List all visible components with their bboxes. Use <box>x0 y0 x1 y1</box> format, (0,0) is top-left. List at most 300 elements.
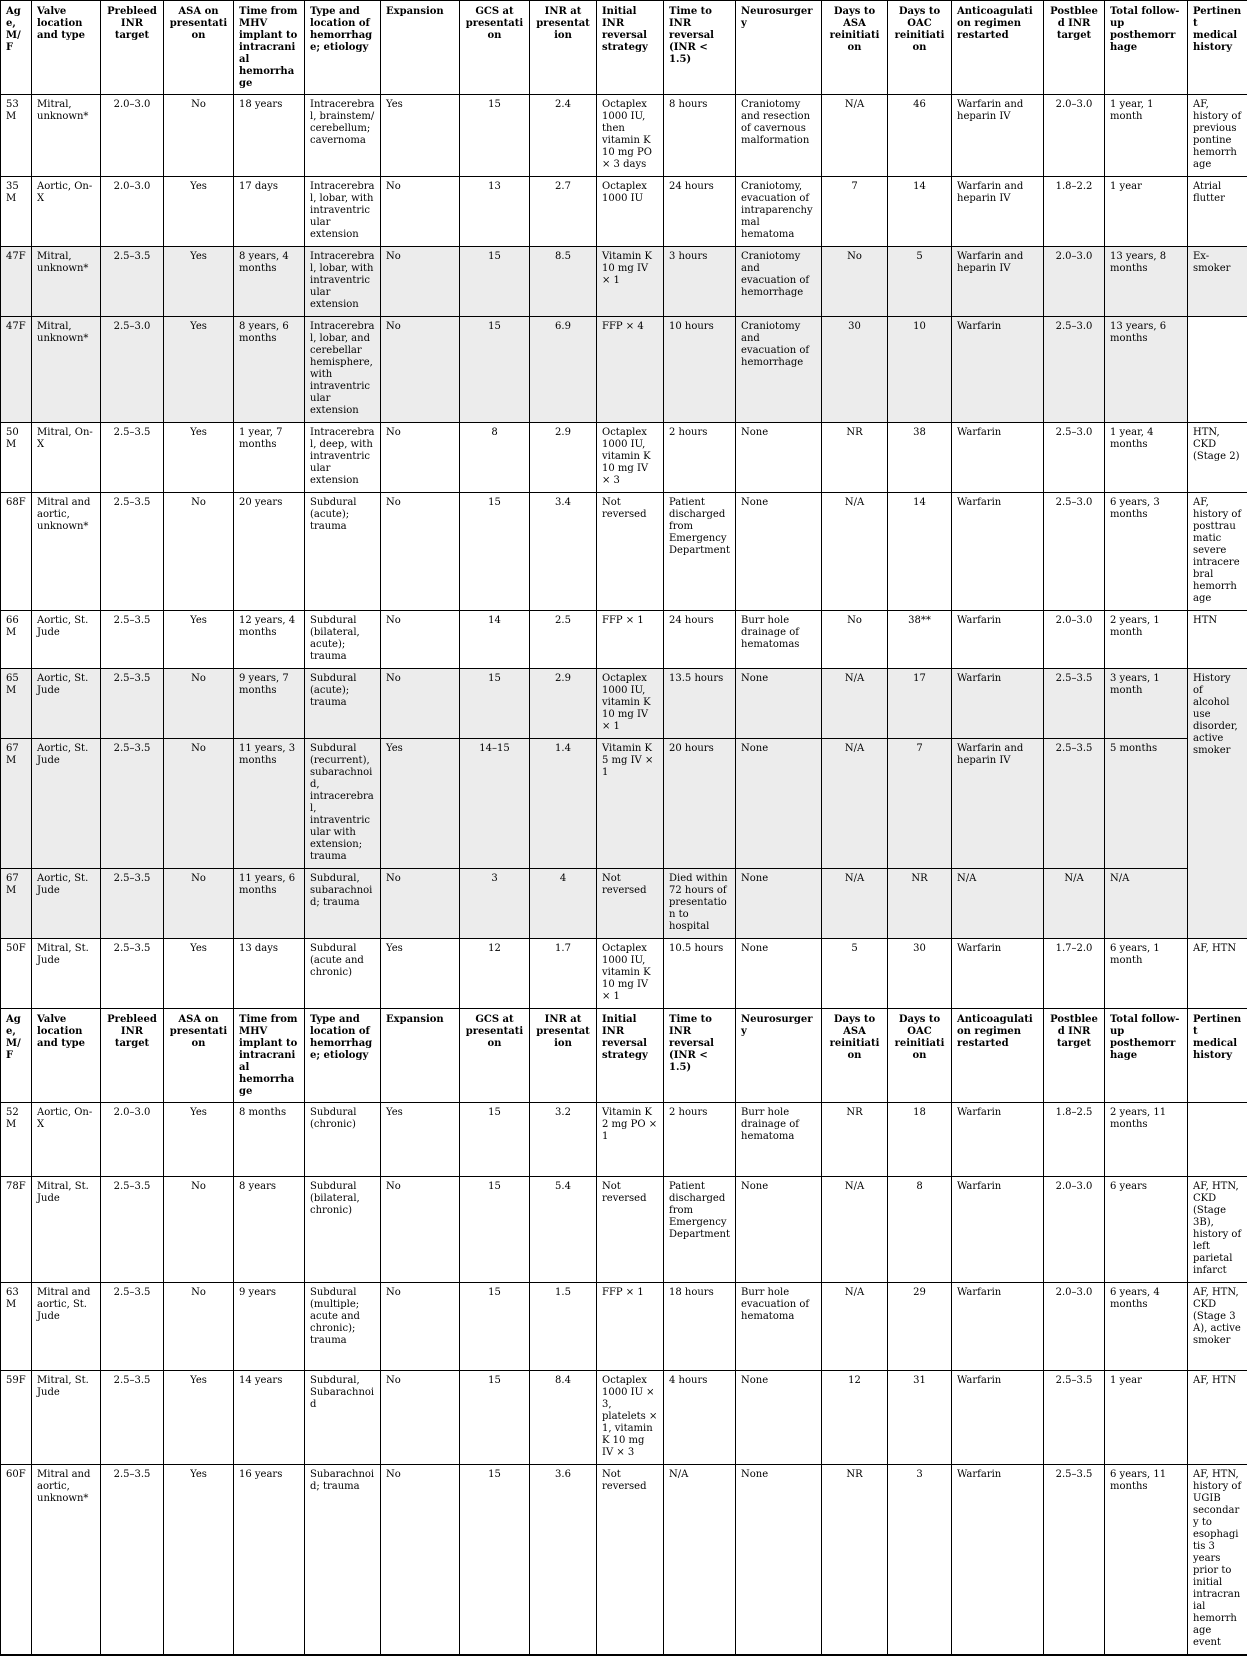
cell-time-reversal: Died within 72 hours of presentation to hospital <box>664 869 736 939</box>
cell-gcs: 12 <box>460 939 530 1009</box>
cell-follow-up: 13 years, 8 months <box>1105 247 1188 317</box>
cell-hemorrhage-type: Subdural, subarachnoid; trauma <box>305 869 381 939</box>
cell-time-reversal: Patient discharged from Emergency Department <box>664 1177 736 1283</box>
cell-days-oac: 18 <box>888 1103 952 1177</box>
cell-asa: Yes <box>164 247 234 317</box>
cell-history: AF, HTN, CKD (Stage 3 A), active smoker <box>1188 1283 1247 1371</box>
cell-days-oac: 8 <box>888 1177 952 1283</box>
cell-valve: Aortic, St. Jude <box>32 869 101 939</box>
cell-days-oac: 31 <box>888 1371 952 1465</box>
cell-time-implant: 9 years <box>234 1283 305 1371</box>
cell-valve: Aortic, St. Jude <box>32 739 101 869</box>
cell-regimen: Warfarin and heparin IV <box>952 247 1044 317</box>
cell-postbleed-inr: 1.8–2.2 <box>1044 177 1105 247</box>
cell-inr: 3.4 <box>530 493 597 611</box>
cell-expansion: No <box>381 869 460 939</box>
cell-follow-up: 1 year <box>1105 1371 1188 1465</box>
cell-days-asa: N/A <box>822 739 888 869</box>
column-header-gcs: GCS at presentation <box>460 1009 530 1103</box>
table-row <box>1 1465 1247 1656</box>
cell-history: AF, HTN <box>1188 939 1247 1009</box>
cell-prebleed-inr: 2.5–3.5 <box>101 739 164 869</box>
cell-valve: Aortic, On-X <box>32 177 101 247</box>
cell-age-sex: 53M <box>1 95 32 177</box>
column-header-prebleed-inr: Prebleed INR target <box>101 1 164 95</box>
cell-days-asa: No <box>822 247 888 317</box>
cell-postbleed-inr: 2.0–3.0 <box>1044 95 1105 177</box>
cell-regimen: Warfarin <box>952 1177 1044 1283</box>
cell-gcs: 15 <box>460 1465 530 1656</box>
column-header-time-reversal: Time to INR reversal (INR < 1.5) <box>664 1 736 95</box>
cell-inr: 2.9 <box>530 669 597 739</box>
column-header-time-implant: Time from MHV implant to intracranial hemorrhage <box>234 1009 305 1103</box>
cell-postbleed-inr: 2.5–3.5 <box>1044 669 1105 739</box>
cell-regimen: Warfarin <box>952 611 1044 669</box>
cell-regimen: Warfarin and heparin IV <box>952 177 1044 247</box>
cell-hemorrhage-type: Intracerebral, lobar, with intraventricular extension <box>305 247 381 317</box>
cell-valve: Mitral and aortic, unknown* <box>32 1465 101 1656</box>
cell-neurosurgery: Craniotomy, evacuation of intraparenchymal hematoma <box>736 177 822 247</box>
cell-follow-up: 13 years, 6 months <box>1105 317 1188 423</box>
cell-follow-up: N/A <box>1105 869 1188 939</box>
column-header-gcs: GCS at presentation <box>460 1 530 95</box>
cell-asa: Yes <box>164 1465 234 1656</box>
column-header-age-sex: Age, M/F <box>1 1009 32 1103</box>
cell-time-implant: 11 years, 3 months <box>234 739 305 869</box>
cell-time-reversal: 20 hours <box>664 739 736 869</box>
cell-time-reversal: 2 hours <box>664 423 736 493</box>
cell-age-sex: 47F <box>1 247 32 317</box>
cell-hemorrhage-type: Subdural (bilateral, acute); trauma <box>305 611 381 669</box>
cell-follow-up: 6 years, 4 months <box>1105 1283 1188 1371</box>
cell-hemorrhage-type: Subarachnoid; trauma <box>305 1465 381 1656</box>
cell-days-oac: 7 <box>888 739 952 869</box>
cell-age-sex: 63M <box>1 1283 32 1371</box>
cell-valve: Aortic, St. Jude <box>32 669 101 739</box>
cell-regimen: N/A <box>952 869 1044 939</box>
cell-regimen: Warfarin <box>952 1103 1044 1177</box>
cell-days-oac: 3 <box>888 1465 952 1656</box>
cell-postbleed-inr: 2.0–3.0 <box>1044 1177 1105 1283</box>
cell-time-implant: 18 years <box>234 95 305 177</box>
cell-history: AF, history of previous pontine hemorrhage <box>1188 95 1247 177</box>
cell-time-implant: 17 days <box>234 177 305 247</box>
cell-prebleed-inr: 2.5–3.5 <box>101 939 164 1009</box>
column-header-follow-up: Total follow-up posthemorrhage <box>1105 1 1188 95</box>
column-header-postbleed-inr: Postbleed INR target <box>1044 1009 1105 1103</box>
cell-age-sex: 50M <box>1 423 32 493</box>
cell-days-asa: NR <box>822 1465 888 1656</box>
cell-regimen: Warfarin <box>952 1465 1044 1656</box>
cell-time-implant: 14 years <box>234 1371 305 1465</box>
table-row <box>1 177 1247 247</box>
cell-prebleed-inr: 2.5–3.0 <box>101 317 164 423</box>
cell-age-sex: 47F <box>1 317 32 423</box>
cell-neurosurgery: Burr hole drainage of hematomas <box>736 611 822 669</box>
cell-time-implant: 9 years, 7 months <box>234 669 305 739</box>
cell-days-oac: 38 <box>888 423 952 493</box>
cell-days-asa: 12 <box>822 1371 888 1465</box>
cell-postbleed-inr: 1.7–2.0 <box>1044 939 1105 1009</box>
cell-age-sex: 66M <box>1 611 32 669</box>
cell-asa: Yes <box>164 611 234 669</box>
cell-neurosurgery: None <box>736 939 822 1009</box>
cell-neurosurgery: Craniotomy and evacuation of hemorrhage <box>736 317 822 423</box>
cell-asa: Yes <box>164 317 234 423</box>
column-header-age-sex: Age, M/F <box>1 1 32 95</box>
cell-prebleed-inr: 2.5–3.5 <box>101 1177 164 1283</box>
cell-hemorrhage-type: Subdural (multiple; acute and chronic); trauma <box>305 1283 381 1371</box>
cell-prebleed-inr: 2.5–3.5 <box>101 493 164 611</box>
column-header-neurosurgery: Neurosurgery <box>736 1009 822 1103</box>
cell-days-asa: 7 <box>822 177 888 247</box>
column-header-history: Pertinent medical history <box>1188 1009 1247 1103</box>
cell-hemorrhage-type: Intracerebral, lobar, with intraventricular extension <box>305 177 381 247</box>
column-header-prebleed-inr: Prebleed INR target <box>101 1009 164 1103</box>
cell-days-asa: N/A <box>822 669 888 739</box>
cell-inr: 1.4 <box>530 739 597 869</box>
cell-time-reversal: 24 hours <box>664 611 736 669</box>
cell-reversal-strategy: Not reversed <box>597 1177 664 1283</box>
column-header-history: Pertinent medical history <box>1188 1 1247 95</box>
cell-asa: No <box>164 1283 234 1371</box>
header-row <box>1 1 1247 95</box>
column-header-hemorrhage-type: Type and location of hemorrhage; etiology <box>305 1 381 95</box>
cell-regimen: Warfarin <box>952 317 1044 423</box>
cell-expansion: No <box>381 177 460 247</box>
cell-follow-up: 6 years, 3 months <box>1105 493 1188 611</box>
cell-history: AF, HTN, history of UGIB secondary to esophagitis 3 years prior to initial intracranial hemorrhage event <box>1188 1465 1247 1656</box>
cell-inr: 2.5 <box>530 611 597 669</box>
cell-postbleed-inr: 2.5–3.0 <box>1044 423 1105 493</box>
cell-gcs: 15 <box>460 493 530 611</box>
cell-neurosurgery: None <box>736 1465 822 1656</box>
cell-postbleed-inr: 2.5–3.5 <box>1044 739 1105 869</box>
cell-time-reversal: 24 hours <box>664 177 736 247</box>
cell-gcs: 14–15 <box>460 739 530 869</box>
cell-hemorrhage-type: Subdural (chronic) <box>305 1103 381 1177</box>
cell-days-oac: 38** <box>888 611 952 669</box>
cell-days-oac: 46 <box>888 95 952 177</box>
cell-valve: Mitral, St. Jude <box>32 939 101 1009</box>
cell-gcs: 15 <box>460 317 530 423</box>
table-row <box>1 1103 1247 1177</box>
cell-valve: Aortic, St. Jude <box>32 611 101 669</box>
cell-days-oac: 17 <box>888 669 952 739</box>
cell-postbleed-inr: 2.0–3.0 <box>1044 247 1105 317</box>
cell-days-oac: 29 <box>888 1283 952 1371</box>
cell-postbleed-inr: 2.5–3.5 <box>1044 1371 1105 1465</box>
cell-reversal-strategy: Vitamin K 2 mg PO × 1 <box>597 1103 664 1177</box>
cell-asa: No <box>164 669 234 739</box>
cell-expansion: Yes <box>381 939 460 1009</box>
cell-age-sex: 60F <box>1 1465 32 1656</box>
cell-inr: 8.4 <box>530 1371 597 1465</box>
cell-valve: Mitral and aortic, St. Jude <box>32 1283 101 1371</box>
cell-neurosurgery: None <box>736 493 822 611</box>
cell-follow-up: 6 years, 1 month <box>1105 939 1188 1009</box>
cell-follow-up: 1 year, 1 month <box>1105 95 1188 177</box>
column-header-inr: INR at presentation <box>530 1009 597 1103</box>
cell-hemorrhage-type: Subdural, Subarachnoid <box>305 1371 381 1465</box>
cell-gcs: 14 <box>460 611 530 669</box>
cell-reversal-strategy: Octaplex 1000 IU, vitamin K 10 mg IV × 3 <box>597 423 664 493</box>
cell-days-asa: 5 <box>822 939 888 1009</box>
cell-time-implant: 16 years <box>234 1465 305 1656</box>
cell-follow-up: 1 year <box>1105 177 1188 247</box>
cell-regimen: Warfarin <box>952 939 1044 1009</box>
cell-asa: Yes <box>164 1371 234 1465</box>
cell-follow-up: 1 year, 4 months <box>1105 423 1188 493</box>
cell-valve: Mitral, unknown* <box>32 317 101 423</box>
cell-time-implant: 8 months <box>234 1103 305 1177</box>
cell-time-reversal: N/A <box>664 1465 736 1656</box>
table-row <box>1 95 1247 177</box>
table-row <box>1 669 1247 739</box>
column-header-hemorrhage-type: Type and location of hemorrhage; etiology <box>305 1009 381 1103</box>
cell-expansion: No <box>381 611 460 669</box>
column-header-time-implant: Time from MHV implant to intracranial hemorrhage <box>234 1 305 95</box>
cell-reversal-strategy: FFP × 1 <box>597 1283 664 1371</box>
cell-history: Atrial flutter <box>1188 177 1247 247</box>
column-header-time-reversal: Time to INR reversal (INR < 1.5) <box>664 1009 736 1103</box>
cell-regimen: Warfarin <box>952 1283 1044 1371</box>
cell-prebleed-inr: 2.5–3.5 <box>101 869 164 939</box>
cell-regimen: Warfarin <box>952 423 1044 493</box>
cell-prebleed-inr: 2.5–3.5 <box>101 611 164 669</box>
cell-history: AF, history of posttraumatic severe intracerebral hemorrhage <box>1188 493 1247 611</box>
cell-time-implant: 1 year, 7 months <box>234 423 305 493</box>
cell-inr: 3.6 <box>530 1465 597 1656</box>
cell-regimen: Warfarin and heparin IV <box>952 95 1044 177</box>
column-header-days-oac: Days to OAC reinitiation <box>888 1 952 95</box>
cell-gcs: 13 <box>460 177 530 247</box>
cell-valve: Mitral, St. Jude <box>32 1177 101 1283</box>
cell-time-reversal: 13.5 hours <box>664 669 736 739</box>
cell-expansion: No <box>381 423 460 493</box>
cell-inr: 5.4 <box>530 1177 597 1283</box>
cell-days-asa: N/A <box>822 869 888 939</box>
cell-age-sex: 78F <box>1 1177 32 1283</box>
cell-reversal-strategy: Not reversed <box>597 493 664 611</box>
cell-days-asa: NR <box>822 423 888 493</box>
column-header-follow-up: Total follow-up posthemorrhage <box>1105 1009 1188 1103</box>
cell-time-reversal: 2 hours <box>664 1103 736 1177</box>
table-row <box>1 869 1247 939</box>
table-row <box>1 1283 1247 1371</box>
cell-reversal-strategy: Octaplex 1000 IU, vitamin K 10 mg IV × 1 <box>597 939 664 1009</box>
cell-age-sex: 52M <box>1 1103 32 1177</box>
cell-expansion: Yes <box>381 1103 460 1177</box>
cell-postbleed-inr: 2.0–3.0 <box>1044 1283 1105 1371</box>
cell-regimen: Warfarin and heparin IV <box>952 739 1044 869</box>
cell-time-implant: 8 years, 4 months <box>234 247 305 317</box>
cell-hemorrhage-type: Subdural (acute); trauma <box>305 493 381 611</box>
cell-expansion: Yes <box>381 739 460 869</box>
cell-inr: 1.5 <box>530 1283 597 1371</box>
cell-days-asa: N/A <box>822 1283 888 1371</box>
cell-expansion: No <box>381 1283 460 1371</box>
cell-neurosurgery: None <box>736 669 822 739</box>
cell-gcs: 15 <box>460 247 530 317</box>
cell-inr: 6.9 <box>530 317 597 423</box>
cell-asa: No <box>164 493 234 611</box>
cell-inr: 2.7 <box>530 177 597 247</box>
cell-history: HTN <box>1188 611 1247 669</box>
cell-valve: Mitral, unknown* <box>32 95 101 177</box>
cell-time-implant: 13 days <box>234 939 305 1009</box>
table-row <box>1 423 1247 493</box>
cell-gcs: 15 <box>460 1371 530 1465</box>
cell-postbleed-inr: 2.5–3.5 <box>1044 1465 1105 1656</box>
cell-age-sex: 68F <box>1 493 32 611</box>
cell-valve: Mitral, St. Jude <box>32 1371 101 1465</box>
cell-days-asa: N/A <box>822 493 888 611</box>
cell-days-oac: 14 <box>888 493 952 611</box>
cell-gcs: 15 <box>460 1103 530 1177</box>
cell-reversal-strategy: FFP × 4 <box>597 317 664 423</box>
cell-hemorrhage-type: Subdural (acute and chronic) <box>305 939 381 1009</box>
cell-history: AF, HTN, CKD (Stage 3B), history of left parietal infarct <box>1188 1177 1247 1283</box>
table-row <box>1 317 1247 423</box>
cell-age-sex: 67M <box>1 869 32 939</box>
cell-expansion: No <box>381 1465 460 1656</box>
column-header-expansion: Expansion <box>381 1 460 95</box>
table-row <box>1 939 1247 1009</box>
cell-asa: Yes <box>164 423 234 493</box>
cell-neurosurgery: Burr hole drainage of hematoma <box>736 1103 822 1177</box>
cell-gcs: 15 <box>460 1283 530 1371</box>
cell-hemorrhage-type: Subdural (bilateral, chronic) <box>305 1177 381 1283</box>
cell-expansion: No <box>381 669 460 739</box>
cell-prebleed-inr: 2.5–3.5 <box>101 1283 164 1371</box>
cell-history: Ex-smoker <box>1188 247 1247 317</box>
cell-days-oac: 10 <box>888 317 952 423</box>
cell-time-implant: 8 years <box>234 1177 305 1283</box>
cell-gcs: 15 <box>460 669 530 739</box>
cell-age-sex: 65M <box>1 669 32 739</box>
cell-days-asa: N/A <box>822 95 888 177</box>
cell-days-oac: 14 <box>888 177 952 247</box>
cell-asa: No <box>164 739 234 869</box>
cell-prebleed-inr: 2.5–3.5 <box>101 1371 164 1465</box>
cell-time-implant: 11 years, 6 months <box>234 869 305 939</box>
cell-follow-up: 5 months <box>1105 739 1188 869</box>
cell-prebleed-inr: 2.5–3.5 <box>101 247 164 317</box>
cell-reversal-strategy: Octaplex 1000 IU, then vitamin K 10 mg PO × 3 days <box>597 95 664 177</box>
cell-asa: Yes <box>164 939 234 1009</box>
cell-follow-up: 3 years, 1 month <box>1105 669 1188 739</box>
cell-reversal-strategy: Octaplex 1000 IU, vitamin K 10 mg IV × 1 <box>597 669 664 739</box>
cell-neurosurgery: None <box>736 869 822 939</box>
table-row <box>1 1371 1247 1465</box>
cell-valve: Aortic, On-X <box>32 1103 101 1177</box>
cell-gcs: 3 <box>460 869 530 939</box>
column-header-expansion: Expansion <box>381 1009 460 1103</box>
cell-valve: Mitral, unknown* <box>32 247 101 317</box>
cell-history: AF, HTN <box>1188 1371 1247 1465</box>
cell-history: HTN, CKD (Stage 2) <box>1188 423 1247 493</box>
table-row <box>1 1177 1247 1283</box>
cell-neurosurgery: None <box>736 1177 822 1283</box>
cell-days-oac: NR <box>888 869 952 939</box>
cell-age-sex: 67M <box>1 739 32 869</box>
column-header-days-oac: Days to OAC reinitiation <box>888 1009 952 1103</box>
cell-inr: 3.2 <box>530 1103 597 1177</box>
cell-time-implant: 12 years, 4 months <box>234 611 305 669</box>
cell-neurosurgery: None <box>736 739 822 869</box>
cell-postbleed-inr: 2.5–3.0 <box>1044 317 1105 423</box>
column-header-regimen: Anticoagulation regimen restarted <box>952 1009 1044 1103</box>
cell-neurosurgery: Burr hole evacuation of hematoma <box>736 1283 822 1371</box>
cell-history: History of alcohol use disorder, active smoker <box>1188 669 1247 939</box>
cell-reversal-strategy: Octaplex 1000 IU <box>597 177 664 247</box>
cell-asa: No <box>164 95 234 177</box>
cell-neurosurgery: None <box>736 423 822 493</box>
cell-asa: Yes <box>164 177 234 247</box>
table-row <box>1 611 1247 669</box>
column-header-reversal-strategy: Initial INR reversal strategy <box>597 1009 664 1103</box>
cell-expansion: No <box>381 1371 460 1465</box>
cell-inr: 2.9 <box>530 423 597 493</box>
cell-time-reversal: 3 hours <box>664 247 736 317</box>
cell-reversal-strategy: Not reversed <box>597 869 664 939</box>
cell-prebleed-inr: 2.0–3.0 <box>101 95 164 177</box>
cell-valve: Mitral, On-X <box>32 423 101 493</box>
cell-postbleed-inr: N/A <box>1044 869 1105 939</box>
cell-hemorrhage-type: Intracerebral, deep, with intraventricular extension <box>305 423 381 493</box>
cell-expansion: No <box>381 493 460 611</box>
cell-prebleed-inr: 2.5–3.5 <box>101 1465 164 1656</box>
cell-regimen: Warfarin <box>952 669 1044 739</box>
cell-reversal-strategy: Not reversed <box>597 1465 664 1656</box>
cell-days-oac: 5 <box>888 247 952 317</box>
cell-follow-up: 6 years, 11 months <box>1105 1465 1188 1656</box>
cell-inr: 8.5 <box>530 247 597 317</box>
cell-asa: Yes <box>164 1103 234 1177</box>
column-header-regimen: Anticoagulation regimen restarted <box>952 1 1044 95</box>
column-header-asa: ASA on presentation <box>164 1009 234 1103</box>
cell-postbleed-inr: 2.5–3.0 <box>1044 493 1105 611</box>
table-row <box>1 493 1247 611</box>
cell-follow-up: 2 years, 11 months <box>1105 1103 1188 1177</box>
cell-prebleed-inr: 2.0–3.0 <box>101 1103 164 1177</box>
cell-days-asa: N/A <box>822 1177 888 1283</box>
column-header-asa: ASA on presentation <box>164 1 234 95</box>
table-row <box>1 247 1247 317</box>
cell-expansion: No <box>381 317 460 423</box>
cell-time-reversal: Patient discharged from Emergency Department <box>664 493 736 611</box>
cell-age-sex: 50F <box>1 939 32 1009</box>
cell-age-sex: 59F <box>1 1371 32 1465</box>
cell-days-asa: NR <box>822 1103 888 1177</box>
cell-prebleed-inr: 2.5–3.5 <box>101 669 164 739</box>
cell-regimen: Warfarin <box>952 493 1044 611</box>
column-header-days-asa: Days to ASA reinitiation <box>822 1009 888 1103</box>
cell-regimen: Warfarin <box>952 1371 1044 1465</box>
cell-postbleed-inr: 1.8–2.5 <box>1044 1103 1105 1177</box>
cell-neurosurgery: Craniotomy and resection of cavernous malformation <box>736 95 822 177</box>
cell-expansion: No <box>381 247 460 317</box>
cell-history <box>1188 317 1247 423</box>
cell-expansion: No <box>381 1177 460 1283</box>
column-header-days-asa: Days to ASA reinitiation <box>822 1 888 95</box>
cell-history <box>1188 1103 1247 1177</box>
cell-hemorrhage-type: Intracerebral, lobar, and cerebellar hemisphere, with intraventricular extension <box>305 317 381 423</box>
cell-inr: 4 <box>530 869 597 939</box>
cell-neurosurgery: Craniotomy and evacuation of hemorrhage <box>736 247 822 317</box>
cell-asa: No <box>164 1177 234 1283</box>
